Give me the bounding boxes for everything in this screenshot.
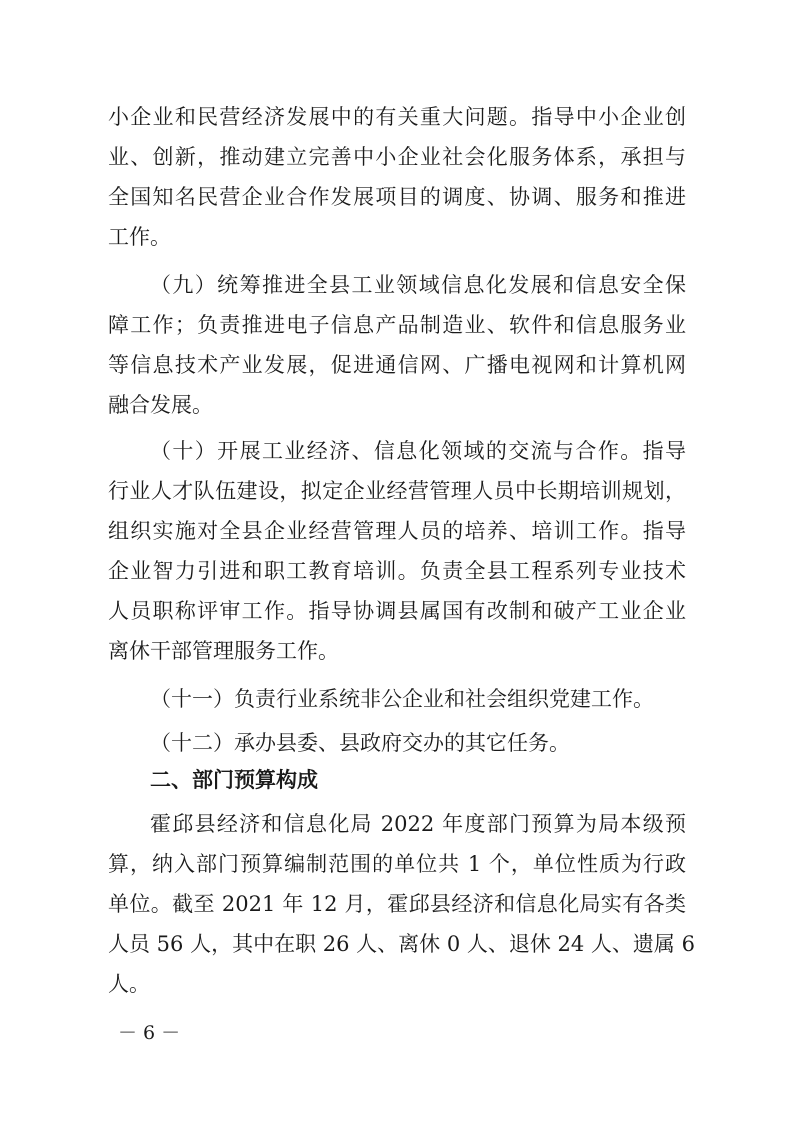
paragraph-line: 企业智力引进和职工教育培训。负责全县工程系列专业技术	[108, 559, 686, 583]
paragraph-line: 行业人才队伍建设，拟定企业经营管理人员中长期培训规划，	[108, 479, 686, 503]
paragraph-line: 融合发展。	[108, 393, 213, 417]
paragraph-line: 单位。截至 2021 年 12 月，霍邱县经济和信息化局实有各类	[108, 892, 686, 916]
paragraph-line: （十）开展工业经济、信息化领域的交流与合作。指导	[150, 439, 686, 463]
paragraph-line: 业、创新，推动建立完善中小企业社会化服务体系，承担与	[108, 145, 686, 169]
paragraph-line: 霍邱县经济和信息化局 2022 年度部门预算为局本级预	[150, 812, 686, 836]
section-heading: 二、部门预算构成	[150, 768, 318, 792]
paragraph-line: 全国知名民营企业合作发展项目的调度、协调、服务和推进	[108, 185, 686, 209]
paragraph-line: 工作。	[108, 225, 171, 249]
paragraph-line: 人员 56 人，其中在职 26 人、离休 0 人、退休 24 人、遗属 6	[108, 932, 695, 956]
paragraph-line: 算，纳入部门预算编制范围的单位共 1 个，单位性质为行政	[108, 852, 686, 876]
paragraph-line: 障工作；负责推进电子信息产品制造业、软件和信息服务业	[108, 313, 686, 337]
paragraph-line: 小企业和民营经济发展中的有关重大问题。指导中小企业创	[108, 105, 686, 129]
page-number: － 6 －	[118, 1022, 181, 1044]
paragraph-line: 等信息技术产业发展，促进通信网、广播电视网和计算机网	[108, 353, 686, 377]
paragraph-line: 人。	[108, 972, 150, 996]
paragraph-line: 组织实施对全县企业经营管理人员的培养、培训工作。指导	[108, 519, 686, 543]
paragraph-line: 离休干部管理服务工作。	[108, 639, 339, 663]
paragraph-line: （十一）负责行业系统非公企业和社会组织党建工作。	[150, 687, 654, 711]
paragraph-line: 人员职称评审工作。指导协调县属国有改制和破产工业企业	[108, 599, 686, 623]
paragraph-line: （十二）承办县委、县政府交办的其它任务。	[150, 731, 570, 755]
paragraph-line: （九）统筹推进全县工业领域信息化发展和信息安全保	[150, 273, 686, 297]
